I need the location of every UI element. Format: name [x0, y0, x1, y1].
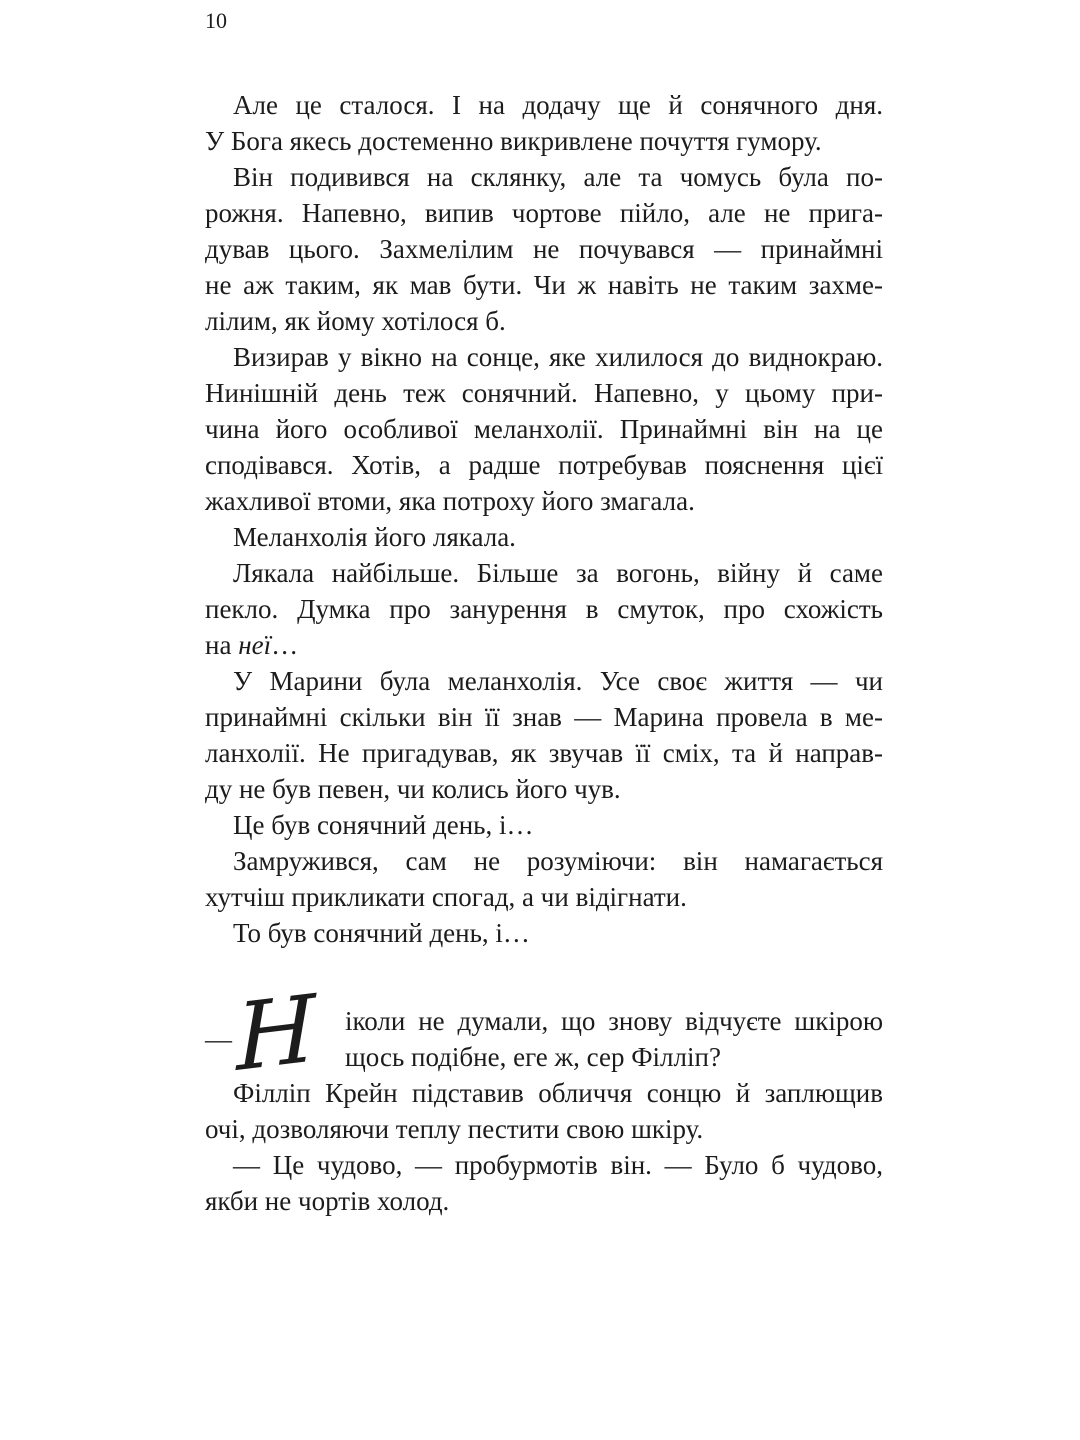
- text-line: У Бога якесь достеменно викривлене почуття гумору.: [205, 126, 822, 156]
- text-line: Лякала найбільше. Більше за вогонь, війну й саме: [233, 558, 883, 588]
- text-line: ду не був певен, чи колись його чув.: [205, 774, 621, 804]
- text-line: пекло. Думка про занурення в смуток, про схожість: [205, 594, 883, 624]
- paragraph: [205, 1075, 883, 1147]
- paragraph: [205, 159, 883, 339]
- text-line: Він подивився на склянку, але та чомусь була по-: [233, 162, 883, 192]
- text-line: принаймні скільки він її знав — Марина провела в ме-: [205, 702, 883, 732]
- paragraph: [205, 807, 883, 843]
- text-line: дував цього. Захмелілим не почувався — принаймні: [205, 234, 883, 264]
- text-block: [205, 87, 883, 1219]
- text-line: Але це сталося. І на додачу ще й сонячного дня.: [233, 90, 883, 120]
- text-line: У Марини була меланхолія. Усе своє життя — чи: [233, 666, 883, 696]
- text-line: не аж таким, як мав бути. Чи ж навіть не таким захме-: [205, 270, 883, 300]
- text-line: хутчіш прикликати спогад, а чи відігнати.: [205, 882, 687, 912]
- paragraph: [205, 87, 883, 159]
- text-line: лілим, як йому хотілося б.: [205, 306, 506, 336]
- text-line: щось подібне, еге ж, сер Філліп?: [345, 1042, 721, 1072]
- text-line: Замружився, сам не розуміючи: він намагається: [233, 846, 883, 876]
- text-line: рожня. Напевно, випив чортове пійло, але не прига-: [205, 198, 883, 228]
- text-line: Меланхолія його лякала.: [233, 522, 516, 552]
- text-line: Нинішній день теж сонячний. Напевно, у цьому при-: [205, 378, 883, 408]
- text-line: на неї…: [205, 630, 299, 660]
- paragraph: [205, 339, 883, 519]
- paragraph: [205, 915, 883, 951]
- dropcap-dash: —: [205, 1024, 232, 1054]
- text-line: Визирав у вікно на сонце, яке хилилося до виднокраю.: [233, 342, 883, 372]
- text-line: очі, дозволяючи теплу пестити свою шкіру.: [205, 1114, 704, 1144]
- dropcap: [205, 974, 345, 1093]
- text-line: якби не чортів холод.: [205, 1186, 450, 1216]
- text-line: — Це чудово, — пробурмотів він. — Було б чудово,: [233, 1150, 883, 1180]
- paragraph: [205, 555, 883, 663]
- text-line: Філліп Крейн підставив обличчя сонцю й заплющив: [233, 1078, 883, 1108]
- text-line: Це був сонячний день, і…: [233, 810, 534, 840]
- page-number: 10: [205, 8, 227, 33]
- paragraph: [205, 843, 883, 915]
- text-line: іколи не думали, що знову відчуєте шкірою: [345, 1006, 883, 1036]
- dropcap-letter: Н: [235, 974, 317, 1093]
- text-line: сподівався. Хотів, а радше потребував пояснення цієї: [205, 450, 883, 480]
- text-line: То був сонячний день, і…: [233, 918, 530, 948]
- text-line: чина його особливої меланхолії. Принаймні він на це: [205, 414, 883, 444]
- paragraph: [205, 663, 883, 807]
- text-line: жахливої втоми, яка потроху його змагала.: [205, 486, 695, 516]
- text-line: ланхолії. Не пригадував, як звучав її сміх, та й направ-: [205, 738, 883, 768]
- paragraph: [205, 519, 883, 555]
- paragraph: [205, 1147, 883, 1219]
